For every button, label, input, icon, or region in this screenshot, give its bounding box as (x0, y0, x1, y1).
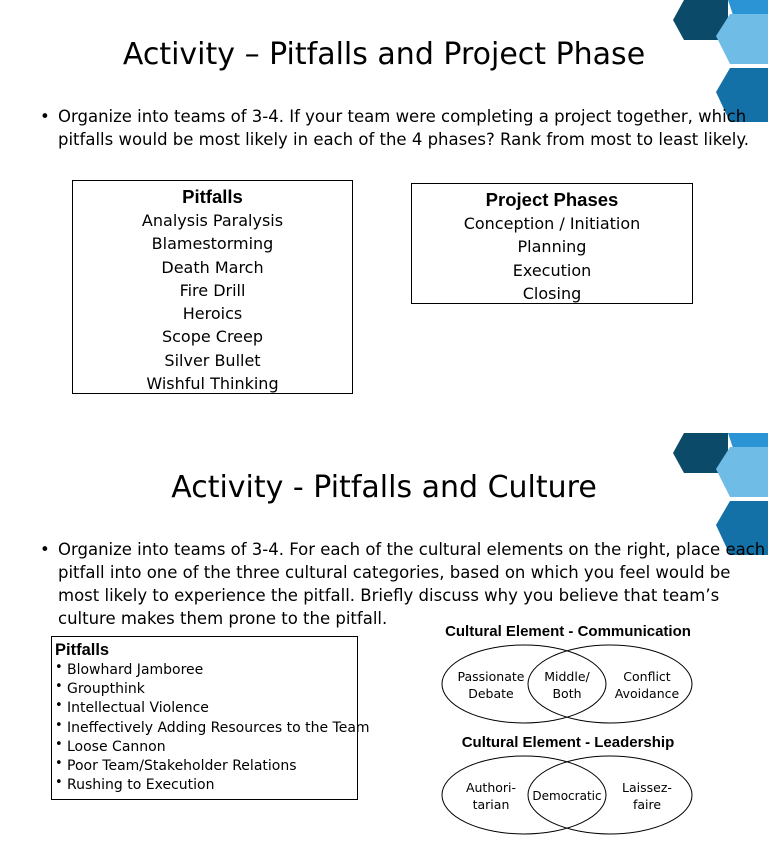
venn-left-label: Authori- (465, 780, 517, 795)
venn-middle-label: Democratic (532, 789, 602, 803)
project-phases-heading: Project Phases (485, 189, 619, 210)
pitfall-item: Wishful Thinking (146, 374, 279, 394)
instruction-text (58, 105, 749, 151)
venn-right-label: Avoidance (614, 686, 680, 701)
pitfalls-box (72, 180, 353, 394)
instruction-line: culture makes them prone to the pitfall. (58, 609, 388, 628)
bullet-marker: • (40, 107, 50, 126)
communication-venn-diagram (440, 643, 696, 725)
phase-item: Planning (517, 237, 587, 257)
slide-title: Activity – Pitfalls and Project Phase (122, 37, 646, 72)
slide-title: Activity - Pitfalls and Culture (171, 470, 597, 505)
leadership-venn-diagram (440, 754, 696, 836)
pitfall-item: Silver Bullet (164, 350, 261, 370)
venn-right-label: Conflict (623, 669, 671, 684)
pitfall-item: Scope Creep (161, 327, 264, 347)
project-phases-box (411, 183, 693, 304)
venn-middle-label: Middle/ (544, 669, 590, 684)
pitfall-item: Heroics (182, 304, 243, 324)
pitfall-item: Blamestorming (151, 234, 274, 254)
pitfalls-heading: Pitfalls (55, 641, 110, 659)
pitfall-item: • Groupthink (55, 680, 357, 699)
instruction-line: Organize into teams of 3-4. For each of the cultural elements on the right, place each (58, 540, 766, 559)
pitfalls-list (55, 661, 370, 795)
pitfalls-heading: Pitfalls (182, 186, 243, 207)
instruction-text (58, 538, 765, 630)
venn-left-label: Debate (468, 686, 514, 701)
venn-left-ellipse (442, 645, 606, 723)
pitfall-item: • Intellectual Violence (55, 699, 357, 718)
pitfall-item: • Poor Team/Stakeholder Relations (55, 757, 357, 776)
leadership-title: Cultural Element - Leadership (461, 734, 675, 751)
venn-right-label: Laissez- (622, 780, 672, 795)
pitfall-item: Death March (161, 257, 264, 277)
bullet-marker: • (40, 540, 50, 559)
instruction-line: pitfalls would be most likely in each of the 4 phases? Rank from most to least likely. (58, 130, 750, 149)
venn-left-label: Passionate (457, 669, 525, 684)
venn-middle-label: Both (552, 686, 582, 701)
slide-pitfalls-culture (0, 433, 768, 866)
phase-item: Closing (522, 283, 582, 303)
pitfalls-box (51, 636, 370, 800)
pitfall-item: • Rushing to Execution (55, 776, 357, 795)
pitfall-item: Analysis Paralysis (141, 211, 284, 230)
venn-right-label: faire (632, 797, 662, 812)
phase-item: Execution (512, 260, 592, 280)
phase-item: Conception / Initiation (463, 214, 641, 233)
pitfall-item: • Loose Cannon (55, 738, 357, 757)
instruction-line: most likely to experience the pitfall. Briefly discuss why you believe that team’s (58, 586, 720, 605)
pitfall-item: • Blowhard Jamboree (55, 661, 357, 680)
instruction-line: pitfall into one of the three cultural categories, based on which you feel would be (58, 563, 731, 582)
hexagon-bright (728, 433, 768, 448)
hexagon-bright (728, 0, 768, 15)
venn-right-ellipse (528, 645, 692, 723)
venn-left-label: tarian (472, 797, 510, 812)
pitfall-item: Fire Drill (179, 280, 246, 300)
pitfall-item: • Ineffectively Adding Resources to the Team (55, 719, 357, 738)
communication-title: Cultural Element - Communication (445, 623, 691, 640)
instruction-line: Organize into teams of 3-4. If your team were completing a project together, which (58, 107, 747, 126)
